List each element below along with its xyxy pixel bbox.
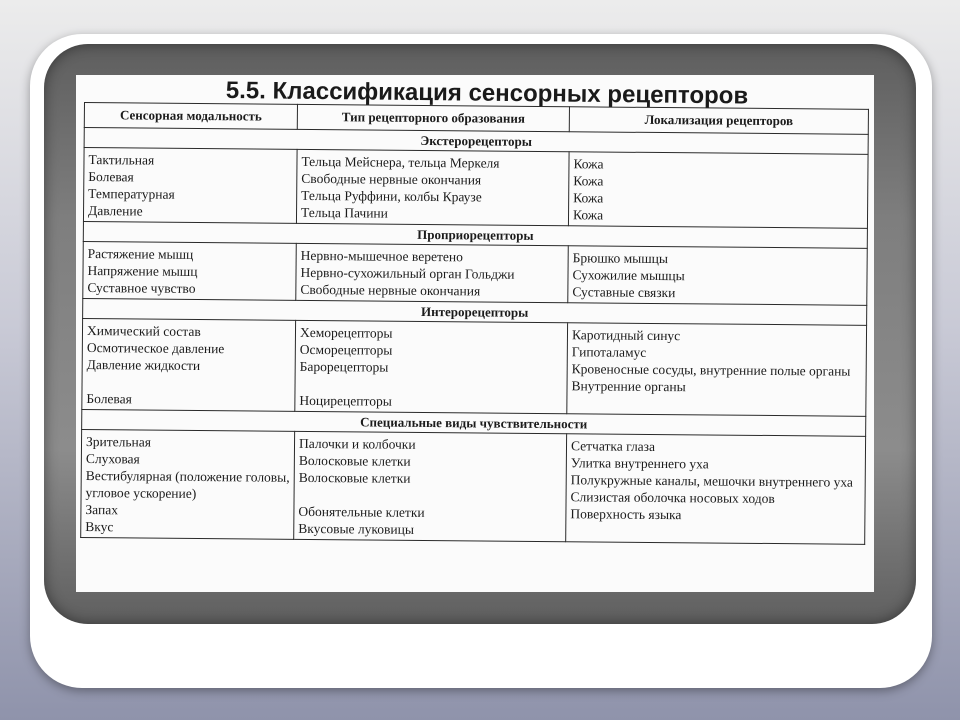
location-cell [568,152,868,229]
location-item: Кожа [572,207,604,223]
location-item: Кожа [573,156,604,172]
location-item: Улитка внутреннего уха [570,455,709,472]
receptor-table [80,102,869,545]
receptor-type-item: Обонятельные клетки [298,503,425,520]
modality-item: Растяжение мышц [87,246,194,262]
header-modality: Сенсорная модальность [84,103,297,130]
modality-item: Болевая [86,391,132,407]
modality-item: Болевая [88,169,134,185]
modality-item: Напряжение мышц [87,263,198,279]
receptor-type-item: Хеморецепторы [299,324,393,341]
modality-cell [83,241,296,300]
modality-item: Вкус [85,519,114,535]
section-title: Специальные виды чувствительности [82,409,866,436]
receptor-type-item: Тельца Руффини, колбы Краузе [301,187,482,205]
modality-item: Осмотическое давление [86,340,225,357]
location-cell [566,434,866,545]
location-item: Гипоталамус [571,344,647,360]
location-item: Полукружные каналы, мешочки внутреннего уха [570,472,854,490]
location-item: Кожа [573,190,604,206]
location-item: Внутренние органы [571,378,686,395]
receptor-type-cell [296,243,568,302]
receptor-type-item: Осморецепторы [299,341,393,358]
receptor-type-item: Тельца Пачини [300,204,388,221]
header-receptor-type: Тип рецепторного образования [297,104,569,131]
header-location: Локализация рецепторов [569,107,868,135]
page-title: 5.5. Классификация сенсорных рецепторов [225,77,749,110]
receptor-type-cell [296,149,569,225]
location-item: Брюшко мышцы [572,250,669,267]
receptor-type-item: Нервно-сухожильный орган Гольджи [300,264,515,282]
location-cell [567,323,867,417]
location-item: Кожа [573,173,604,189]
location-item: Сухожилие мышцы [572,267,685,284]
receptor-type-cell [295,320,568,413]
modality-item: Давление [87,203,143,219]
location-item: Каротидный синус [571,327,681,344]
modality-item: Давление жидкости [86,357,201,374]
receptor-type-item: Свободные нервные окончания [301,170,482,188]
modality-cell [82,318,296,411]
modality-item: Слуховая [85,451,140,467]
section-title: Проприорецепторы [83,221,867,248]
receptor-type-item: Свободные нервные окончания [300,281,481,299]
scanned-page [76,75,874,592]
section-title: Интерорецепторы [83,298,867,325]
modality-item: Зрительная [85,434,152,450]
receptor-type-item: Волосковые клетки [298,469,411,486]
location-item: Суставные связки [572,284,676,301]
location-item: Поверхность языка [570,506,682,523]
receptor-type-item: Волосковые клетки [298,452,411,469]
table-row [83,148,868,229]
modality-item: Вестибулярная (положение головы, угловое ускорение) [85,468,290,501]
location-item: Кровеносные сосуды, внутренние полые органы [571,361,851,379]
location-cell [568,246,867,306]
modality-cell [83,148,297,224]
location-item: Сетчатка глаза [570,438,656,454]
table-row [82,318,867,416]
receptor-type-cell [294,431,567,541]
receptor-type-item: Нервно-мышечное веретено [300,247,463,265]
modality-item: Тактильная [88,152,155,168]
receptor-type-item: Вкусовые луковицы [298,520,415,537]
table-row [81,429,866,544]
modality-item: Запах [85,502,119,518]
modality-item: Химический состав [86,323,201,340]
modality-item: Суставное чувство [87,280,196,296]
section-title: Экстерорецепторы [84,128,868,155]
location-item: Слизистая оболочка носовых ходов [570,489,775,507]
table-row [83,241,867,305]
receptor-type-item: Барорецепторы [299,358,389,375]
modality-cell [81,429,295,539]
row-spacer [86,373,290,392]
receptor-type-item: Палочки и колбочки [298,435,416,452]
modality-item: Температурная [88,186,175,202]
receptor-type-item: Ноцирецепторы [299,392,392,409]
receptor-type-item: Тельца Мейснера, тельца Меркеля [301,153,500,171]
